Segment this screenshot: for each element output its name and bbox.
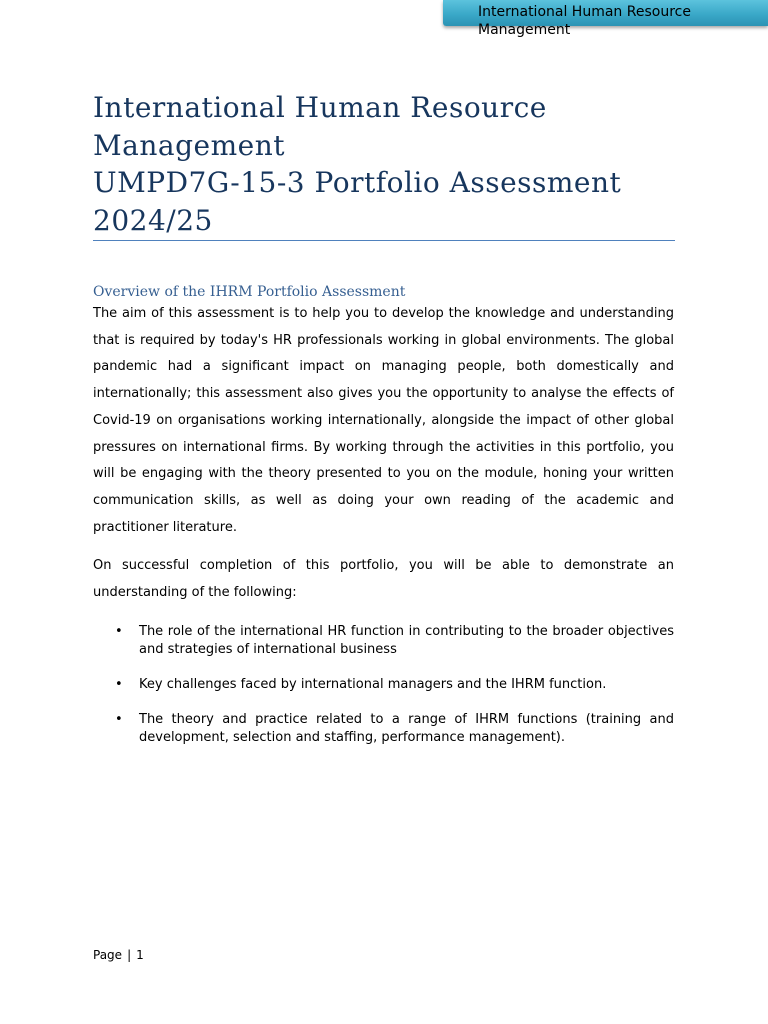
- bullet-icon: •: [115, 624, 123, 639]
- header-tab-text: International Human Resource Management: [478, 4, 691, 38]
- learning-outcomes-list: [93, 623, 674, 764]
- list-item: [93, 676, 674, 694]
- document-title: [93, 89, 675, 239]
- title-line-3: UMPD7G-15-3 Portfolio Assessment: [93, 166, 622, 199]
- bullet-icon: •: [115, 677, 123, 692]
- page-separator: |: [127, 948, 132, 962]
- page-label: Page: [93, 948, 123, 962]
- list-item: [93, 711, 674, 747]
- title-underline: [93, 240, 675, 241]
- list-item-text: The theory and practice related to a range of IHRM functions (training and development, selection and staffing, performance management).: [139, 712, 674, 745]
- title-line-4: 2024/25: [93, 203, 213, 237]
- section-heading: Overview of the IHRM Portfolio Assessment: [93, 284, 406, 300]
- list-item-text: The role of the international HR function in contributing to the broader objectives and strategies of international business: [139, 624, 674, 657]
- title-line-1: International Human Resource: [93, 91, 547, 124]
- list-item: [93, 623, 674, 659]
- page-footer: [93, 946, 144, 964]
- title-line-2: Management: [93, 128, 285, 162]
- bullet-icon: •: [115, 712, 123, 727]
- outcomes-intro-paragraph: On successful completion of this portfolio, you will be able to demonstrate an understanding of the following:: [93, 558, 674, 600]
- intro-paragraph: The aim of this assessment is to help you to develop the knowledge and understanding that is required by today's HR professionals working in global environments. The global pandemic had a significant impact on managing people, both domestically and internationally; this assessment also gives you the opportunity to analyse the effects of Covid-19 on organisations working internationally, alongside the impact of other global pressures on international firms. By working through the activities in this portfolio, you will be engaging with the theory presented to you on the module, honing your written communication skills, as well as doing your own reading of the academic and practitioner literature.: [93, 306, 674, 535]
- list-item-text: Key challenges faced by international managers and the IHRM function.: [139, 677, 607, 692]
- page-number: 1: [136, 948, 144, 962]
